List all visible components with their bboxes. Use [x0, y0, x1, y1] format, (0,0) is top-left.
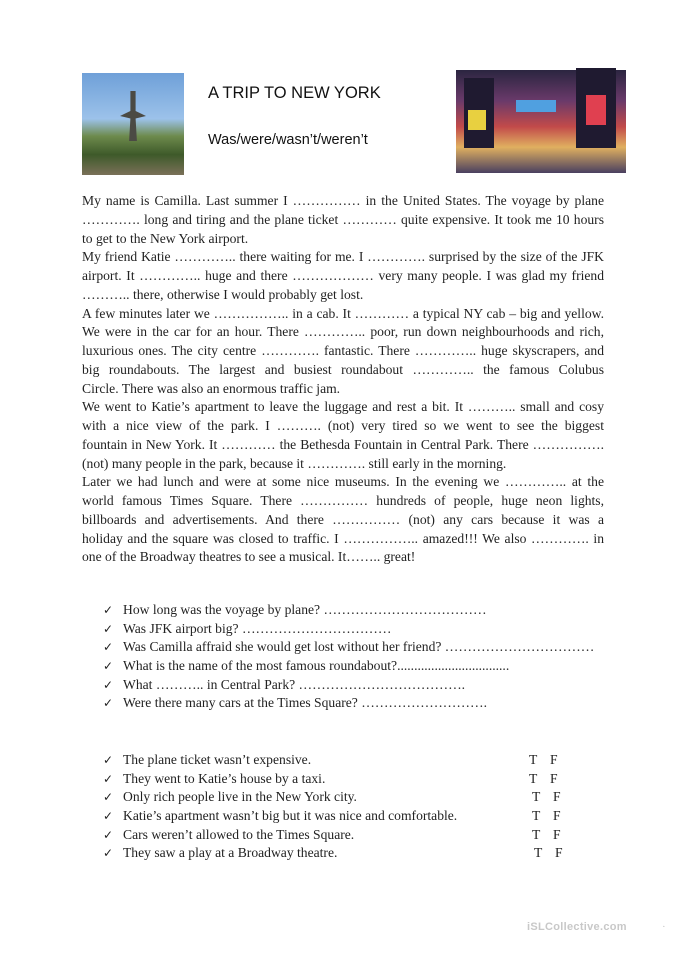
story-line: luxurious ones. The city centre …………. fantastic. There ………….. huge skyscrapers, and — [82, 343, 604, 358]
question-item — [103, 638, 623, 657]
check-icon: ✓ — [103, 696, 114, 711]
check-icon: ✓ — [103, 677, 114, 692]
question-text: What is the name of the most famous roundabout?................................. — [123, 658, 510, 674]
question-text: How long was the voyage by plane? ……………………………… — [123, 602, 487, 617]
question-item — [103, 676, 623, 695]
true-false-list — [103, 751, 623, 863]
bethesda-fountain-photo — [82, 73, 184, 175]
story-line: billboards and advertisements. And there …………… (not) any cars because it was a — [82, 511, 604, 527]
story-text — [82, 192, 604, 567]
question-text: Was Camilla affraid she would get lost without her friend? …………………………… — [123, 639, 595, 655]
false-option: F — [555, 845, 563, 861]
check-icon: ✓ — [103, 771, 114, 786]
story-line: (not) many people in the park, because it …………. still early in the morning. — [82, 455, 507, 471]
question-item — [103, 620, 623, 639]
false-option: F — [553, 789, 561, 805]
true-option: T — [534, 845, 543, 861]
true-false-item — [103, 807, 623, 826]
story-line: big roundabouts. The largest and busiest roundabout ………….. the famous Colubus — [82, 361, 604, 377]
check-icon: ✓ — [103, 603, 114, 617]
check-icon: ✓ — [103, 621, 114, 636]
false-option: F — [553, 808, 561, 824]
false-option: F — [553, 826, 561, 842]
story-line: airport. It ………….. huge and there ……………… very many people. I was glad my friend — [82, 268, 604, 283]
story-line: ……….. there, otherwise I would probably get lost. — [82, 286, 364, 302]
check-icon: ✓ — [103, 640, 114, 655]
true-false-item — [103, 844, 623, 863]
statement-text: They saw a play at a Broadway theatre. — [123, 845, 338, 861]
statement-text: They went to Katie’s house by a taxi. — [123, 770, 326, 786]
check-icon: ✓ — [103, 659, 114, 674]
question-text: Were there many cars at the Times Square? ………………………. — [123, 695, 487, 711]
true-false-item — [103, 751, 623, 770]
true-option: T — [532, 789, 541, 805]
worksheet-subtitle: Was/were/wasn’t/weren’t — [208, 132, 368, 148]
story-line: Circle. There was also an enormous traffic jam. — [82, 380, 341, 396]
story-line: with a nice view of the park. I ………. (not) very tired so we went to see the biggest — [82, 418, 604, 433]
statement-text: The plane ticket wasn’t expensive. — [123, 752, 312, 767]
check-icon: ✓ — [103, 846, 114, 861]
true-option: T — [529, 752, 538, 767]
times-square-photo — [456, 70, 626, 173]
worksheet-title: A TRIP TO NEW YORK — [208, 84, 381, 102]
statement-text: Katie’s apartment wasn’t big but it was nice and comfortable. — [123, 808, 458, 824]
check-icon: ✓ — [103, 753, 114, 767]
false-option: F — [550, 752, 558, 767]
questions-list — [103, 601, 623, 713]
question-item — [103, 657, 623, 676]
check-icon: ✓ — [103, 790, 114, 805]
check-icon: ✓ — [103, 809, 114, 824]
story-line: to get to the New York airport. — [82, 230, 249, 246]
question-text: What ……….. in Central Park? ………………………………. — [123, 676, 466, 692]
question-item — [103, 694, 623, 713]
true-false-item — [103, 770, 623, 789]
check-icon: ✓ — [103, 827, 114, 842]
story-line: We were in the car for an hour. There ………….. poor, run down neighbourhoods and rich, — [82, 324, 604, 340]
question-item — [103, 601, 623, 620]
watermark-dot: · — [662, 921, 666, 933]
story-line: holiday and the square was closed to traffic. I …………….. amazed!!! We also …………. in — [82, 530, 604, 546]
story-line: My friend Katie ………….. there waiting for me. I …………. surprised by the size of the JFK — [82, 249, 604, 265]
true-option: T — [532, 808, 541, 824]
true-option: T — [529, 770, 538, 786]
story-line: one of the Broadway theatres to see a musical. It…….. great! — [82, 549, 416, 565]
story-line: A few minutes later we …………….. in a cab. It ………… a typical NY cab – big and yellow. — [82, 305, 604, 321]
statement-text: Cars weren’t allowed to the Times Square. — [123, 826, 355, 842]
true-false-item — [103, 788, 623, 807]
story-line: world famous Times Square. There …………… hundreds of people, huge neon lights, — [82, 493, 604, 508]
false-option: F — [550, 770, 558, 786]
watermark: iSLCollective.com — [527, 921, 627, 933]
story-line: …………. long and tiring and the plane ticket ………… quite expensive. It took me 10 hours — [82, 211, 604, 227]
story-line: Later we had lunch and were at some nice museums. In the evening we ………….. at the — [82, 474, 604, 490]
story-line: fountain in New York. It ………… the Bethesda Fountain in Central Park. There ……………. — [82, 436, 604, 452]
question-text: Was JFK airport big? …………………………… — [123, 620, 392, 636]
statement-text: Only rich people live in the New York city. — [123, 789, 357, 805]
story-line: My name is Camilla. Last summer I …………… in the United States. The voyage by plane — [82, 193, 604, 208]
true-false-item — [103, 826, 623, 845]
story-line: We went to Katie’s apartment to leave the luggage and rest a bit. It ……….. small and cosy — [82, 399, 604, 415]
true-option: T — [532, 826, 541, 842]
